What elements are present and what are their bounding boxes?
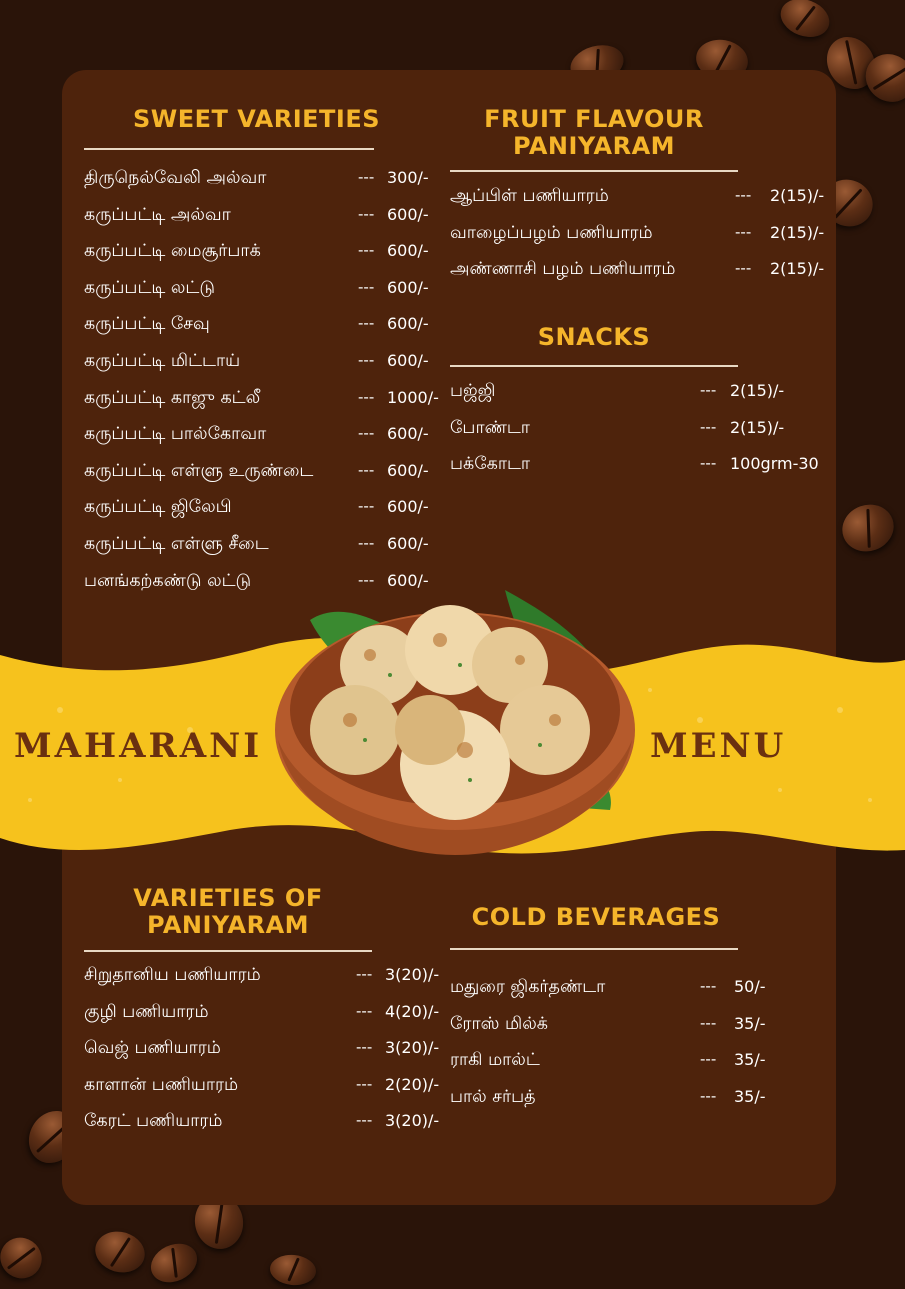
menu-item-name: போண்டா — [450, 417, 530, 438]
maharani-title: MAHARANI — [14, 726, 263, 766]
menu-item-price: 50/- — [734, 977, 766, 996]
menu-item-name: கருப்பட்டி மைசூர்பாக் — [84, 241, 261, 262]
menu-item-name: கருப்பட்டி எள்ளு சீடை — [84, 534, 269, 554]
menu-item-dash: --- — [700, 417, 717, 436]
menu-item-price: 2(15)/- — [770, 186, 825, 205]
menu-item-dash: --- — [356, 1001, 373, 1020]
menu-item-dash: --- — [700, 1013, 717, 1032]
menu-item-price: 3(20)/- — [385, 965, 440, 984]
menu-item-dash: --- — [358, 497, 375, 516]
divider — [84, 148, 374, 150]
menu-item-dash: --- — [735, 259, 752, 278]
menu-item-price: 600/- — [387, 314, 429, 334]
menu-item-dash: --- — [358, 241, 375, 260]
menu-item-dash: --- — [700, 1050, 717, 1069]
menu-item-price: 1000/- — [387, 387, 439, 407]
menu-item-price: 2(15)/- — [730, 417, 785, 437]
cold-beverages-heading: COLD BEVERAGES — [471, 903, 721, 931]
menu-item-dash: --- — [358, 460, 375, 479]
menu-item-dash: --- — [700, 381, 717, 399]
menu-item-name: வாழைப்பழம் பணியாரம் — [450, 222, 653, 243]
menu-item-dash: --- — [735, 222, 752, 241]
menu-item-dash: --- — [358, 424, 375, 443]
menu-item-name: பனங்கற்கண்டு லட்டு — [84, 570, 252, 591]
menu-item-price: 35/- — [734, 1050, 766, 1070]
menu-item-dash: --- — [358, 387, 375, 406]
heading-line: PANIYARAM — [512, 132, 676, 160]
menu-item-dash: --- — [358, 534, 375, 552]
menu-item-dash: --- — [358, 204, 375, 223]
heading-line: FRUIT FLAVOUR — [484, 105, 704, 133]
menu-item-price: 300/- — [387, 168, 429, 187]
menu-title: MENU — [650, 726, 787, 766]
menu-item-name: கருப்பட்டி ஜிலேபி — [84, 497, 232, 518]
menu-item-dash: --- — [700, 454, 717, 473]
divider — [450, 170, 738, 172]
menu-item-price: 100grm-30 — [730, 454, 819, 474]
varieties-of-paniyaram-heading — [84, 885, 372, 939]
menu-item-dash: --- — [700, 977, 717, 995]
menu-item-name: ஆப்பிள் பணியாரம் — [450, 186, 609, 206]
menu-item-dash: --- — [356, 965, 373, 983]
menu-item-price: 600/- — [387, 277, 429, 297]
menu-item-name: கருப்பட்டி லட்டு — [84, 277, 215, 298]
sweet-varieties-heading: SWEET VARIETIES — [132, 105, 381, 133]
menu-item-name: வெஜ் பணியாரம் — [84, 1038, 221, 1059]
menu-item-price: 35/- — [734, 1013, 766, 1033]
menu-item-name: திருநெல்வேலி அல்வா — [84, 168, 267, 188]
menu-item-price: 600/- — [387, 241, 429, 261]
menu-item-price: 600/- — [387, 424, 429, 444]
divider — [450, 365, 738, 367]
snacks-heading: SNACKS — [537, 323, 651, 351]
menu-item-name: காளான் பணியாரம் — [84, 1074, 239, 1095]
paniyaram-bowl-image — [270, 580, 640, 860]
menu-item-price: 3(20)/- — [385, 1038, 440, 1058]
menu-item-price: 600/- — [387, 570, 429, 590]
menu-item-name: கருப்பட்டி எள்ளு உருண்டை — [84, 460, 314, 481]
menu-item-price: 600/- — [387, 204, 429, 224]
divider — [450, 948, 738, 950]
menu-item-name: கருப்பட்டி அல்வா — [84, 204, 231, 225]
menu-item-name: சிறுதானிய பணியாரம் — [84, 965, 261, 985]
menu-item-dash: --- — [735, 186, 752, 204]
menu-item-dash: --- — [358, 314, 375, 333]
menu-item-name: ரோஸ் மில்க் — [450, 1013, 548, 1034]
menu-item-name: கருப்பட்டி காஜு கட்லீ — [84, 387, 261, 408]
menu-item-dash: --- — [358, 277, 375, 296]
menu-item-name: கருப்பட்டி மிட்டாய் — [84, 351, 241, 371]
heading-line: PANIYARAM — [146, 911, 310, 939]
menu-item-name: மதுரை ஜிகர்தண்டா — [450, 977, 606, 997]
menu-item-dash: --- — [358, 168, 375, 186]
menu-item-price: 600/- — [387, 497, 429, 517]
fruit-flavour-heading — [450, 106, 738, 160]
menu-item-dash: --- — [700, 1086, 717, 1105]
menu-item-name: கருப்பட்டி சேவு — [84, 314, 210, 335]
divider — [84, 950, 372, 952]
menu-item-price: 600/- — [387, 534, 429, 553]
menu-item-name: பக்கோடா — [450, 454, 531, 475]
menu-item-name: பால் சர்பத் — [450, 1086, 536, 1107]
menu-item-price: 4(20)/- — [385, 1001, 440, 1021]
menu-item-name: கருப்பட்டி பால்கோவா — [84, 424, 267, 445]
menu-item-price: 2(20)/- — [385, 1074, 440, 1094]
menu-item-dash: --- — [356, 1038, 373, 1057]
menu-item-name: ராகி மால்ட் — [450, 1050, 540, 1071]
menu-item-dash: --- — [358, 570, 375, 589]
menu-item-dash: --- — [356, 1074, 373, 1093]
menu-item-dash: --- — [358, 351, 375, 369]
menu-item-dash: --- — [356, 1111, 373, 1130]
menu-item-name: குழி பணியாரம் — [84, 1001, 209, 1022]
menu-item-name: அண்ணாசி பழம் பணியாரம் — [450, 259, 676, 280]
menu-item-price: 3(20)/- — [385, 1111, 440, 1131]
menu-item-price: 600/- — [387, 460, 429, 480]
menu-item-price: 35/- — [734, 1086, 766, 1106]
menu-item-price: 2(15)/- — [730, 381, 785, 400]
menu-item-name: கேரட் பணியாரம் — [84, 1111, 223, 1132]
heading-line: VARIETIES OF — [133, 884, 323, 912]
menu-item-name: பஜ்ஜி — [450, 381, 496, 401]
menu-item-price: 600/- — [387, 351, 429, 370]
menu-item-price: 2(15)/- — [770, 222, 825, 242]
menu-item-price: 2(15)/- — [770, 259, 825, 279]
